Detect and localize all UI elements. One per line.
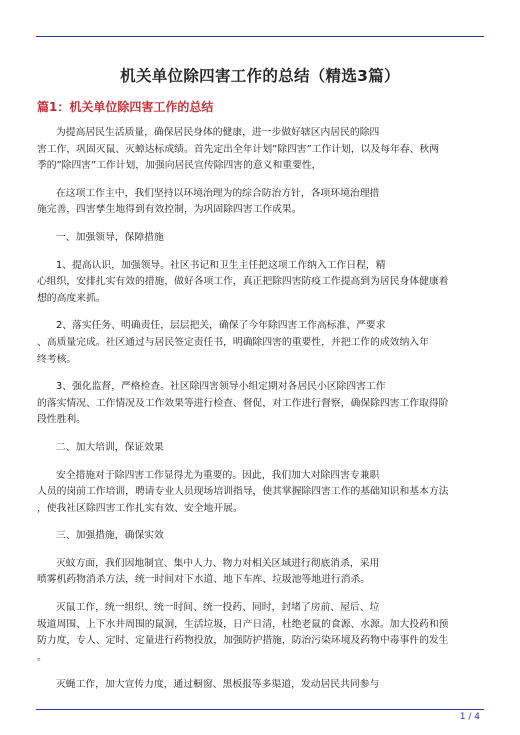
document-body — [37, 125, 484, 705]
paragraph-line: 1、提高认识，加强领导。社区书记和卫生主任把这项工作纳入工作日程，精 — [56, 259, 386, 271]
paragraph-line: 施完善，四害孳生地得到有效控制，为巩固除四害工作成果。 — [37, 204, 302, 216]
paragraph-line: 二、加大培训，保证效果 — [56, 441, 164, 453]
paragraph-line: 害工作，巩固灭鼠、灭蟑达标成绩。首先定出全年计划”除四害”工作计划，以及每年春、秋两 — [37, 143, 440, 155]
paragraph — [37, 258, 484, 308]
paragraph — [37, 186, 484, 219]
section-heading: 篇1：机关单位除四害工作的总结 — [37, 100, 214, 114]
paragraph-line: 防力度，专人、定时、定量进行药物投放，加强防护措施，防治污染环境及药物中毒事件的发生 — [37, 635, 449, 647]
paragraph — [37, 468, 484, 518]
paragraph — [37, 125, 484, 175]
paragraph-line: 季的”除四害”工作计划，加强向居民宣传除四害的意义和重要性， — [37, 160, 322, 172]
paragraph-line: 终考核。 — [37, 353, 77, 365]
footer-rule — [36, 709, 484, 710]
paragraph — [37, 556, 484, 589]
paragraph-line: 2、落实任务、明确责任，层层把关，确保了今年除四害工作高标准、严要求 — [56, 320, 386, 332]
paragraph-line: 灭鼠工作，统一组织、统一时间、统一投药、同时，封堵了房前、屋后、垃 — [56, 602, 380, 614]
paragraph — [37, 440, 484, 457]
paragraph-line: 。 — [37, 651, 47, 663]
paragraph-line: 人员的岗前工作培训，聘请专业人员现场培训指导，使其掌握除四害工作的基础知识和基本方法 — [37, 486, 449, 498]
paragraph — [37, 600, 484, 666]
paragraph-line: 的落实情况、工作情况及工作效果等进行检查、督促，对工作进行督察，确保除四害工作取得阶 — [37, 397, 449, 409]
paragraph-line: 一、加强领导，保障措施 — [56, 231, 164, 243]
paragraph — [37, 230, 484, 247]
paragraph-line: 喷雾机药物消杀方法，统一时间对下水道、地下车库、垃圾池等地进行消杀。 — [37, 574, 371, 586]
paragraph-line: 灭蚊方面，我们因地制宜、集中人力、物力对相关区域进行彻底消杀，采用 — [56, 557, 380, 569]
header-rule — [36, 36, 484, 37]
paragraph — [37, 318, 484, 368]
paragraph-line: ，使我社区除四害工作扎实有效、安全地开展。 — [37, 502, 243, 514]
paragraph-line: 3、强化监督，严格检查。社区除四害领导小组定期对各居民小区除四害工作 — [56, 381, 386, 393]
page-indicator: 1 / 4 — [459, 712, 480, 722]
paragraph-line: 安全措施对于除四害工作显得尤为重要的。因此，我们加大对除四害专兼职 — [56, 469, 380, 481]
paragraph-line: 圾道周围、上下水井周围的鼠洞，生活垃圾，日产日清，杜绝老鼠的食源、水源。加大投药和预 — [37, 618, 449, 630]
document-title: 机关单位除四害工作的总结（精选3篇） — [120, 67, 400, 85]
paragraph-line: 灭蝇工作，加大宣传力度，通过橱窗、黑板报等多渠道，发动居民共同参与 — [56, 679, 380, 691]
paragraph-line: 段性胜利。 — [37, 414, 86, 426]
paragraph — [37, 379, 484, 429]
paragraph-line: 、高质量完成。社区通过与居民签定责任书，明确除四害的重要性，并把工作的成效纳入年 — [37, 336, 429, 348]
paragraph-line: 在这项工作主中，我们坚持以环境治理为的综合防治方针，各项环境治理措 — [56, 187, 380, 199]
paragraph-line: 为提高居民生活质量，确保居民身体的健康，进一步做好辖区内居民的除四 — [56, 127, 380, 138]
paragraph-line: 想的高度来抓。 — [37, 292, 106, 304]
paragraph — [37, 677, 484, 694]
paragraph — [37, 528, 484, 545]
paragraph-line: 三、加强措施，确保实效 — [56, 530, 164, 542]
paragraph-line: 心组织，安排扎实有效的措施，做好各项工作，真正把除四害防疫工作提高到为居民身体健康着 — [37, 276, 449, 288]
